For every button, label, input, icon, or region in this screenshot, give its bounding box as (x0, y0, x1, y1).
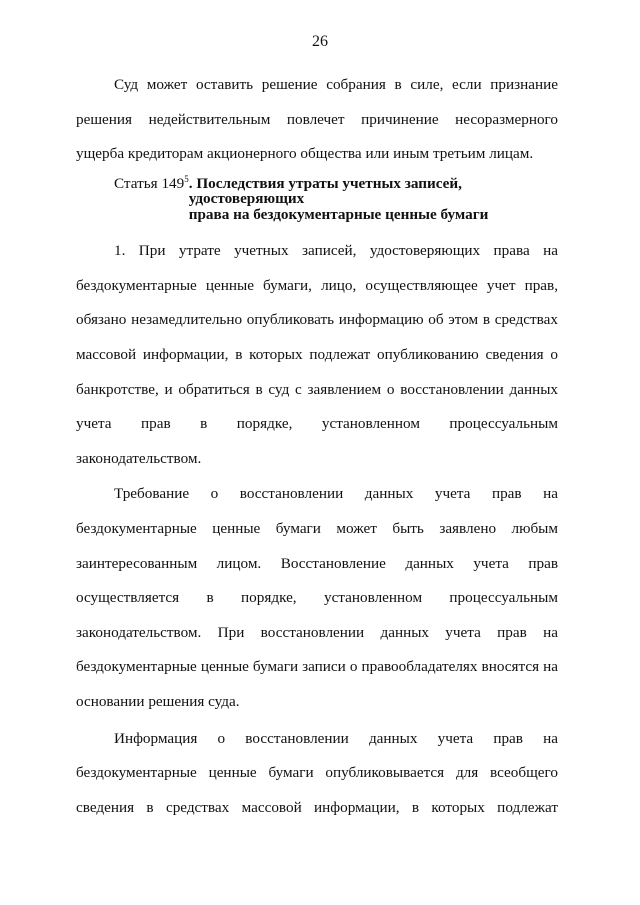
article-title-line: . Последствия утраты учетных записей, (188, 174, 462, 192)
paragraph-restoration-claim: Требование о восстановлении данных учета прав на бездокументарные ценные бумаги может быть заявлено любым заинтересованным лицом. Восстановление данных учета прав осуществляется в порядке, установленном процессуальным законодательством. При восстановлении данных учета прав на бездокументарные ценные бумаги записи о правообладателях вносятся на основании решения суда. (76, 485, 558, 710)
article-title-line: удостоверяющих (188, 190, 305, 208)
paragraph-loss-of-records: 1. При утрате учетных записей, удостоверяющих права на бездокументарные ценные бумаги, лицо, осуществляющее учет прав, обязано незамедлительно опубликовать информацию об этом в средствах массовой информации, в которых подлежат опубликованию сведения о банкротстве, и обратиться в суд с заявлением о восстановлении данных учета прав в порядке, установленном процессуальным законодательством. (76, 242, 558, 467)
article-number (114, 173, 189, 192)
article-title (189, 176, 489, 223)
document-body (76, 68, 558, 825)
article-title-line: права на бездокументарные ценные бумаги (188, 205, 489, 223)
page-number: 26 (312, 33, 328, 50)
paragraph-court-decision: Суд может оставить решение собрания в силе, если признание решения недействительным повлечет причинение несоразмерного ущерба кредиторам акционерного общества или иным третьим лицам. (76, 76, 558, 163)
paragraph-publication: Информация о восстановлении данных учета прав на бездокументарные ценные бумаги опубликовывается для всеобщего сведения в средствах массовой информации, в которых подлежат (76, 729, 558, 816)
article-heading (76, 173, 558, 223)
article-prefix: Статья 149 (114, 174, 185, 192)
article-superscript: 5 (184, 173, 189, 184)
